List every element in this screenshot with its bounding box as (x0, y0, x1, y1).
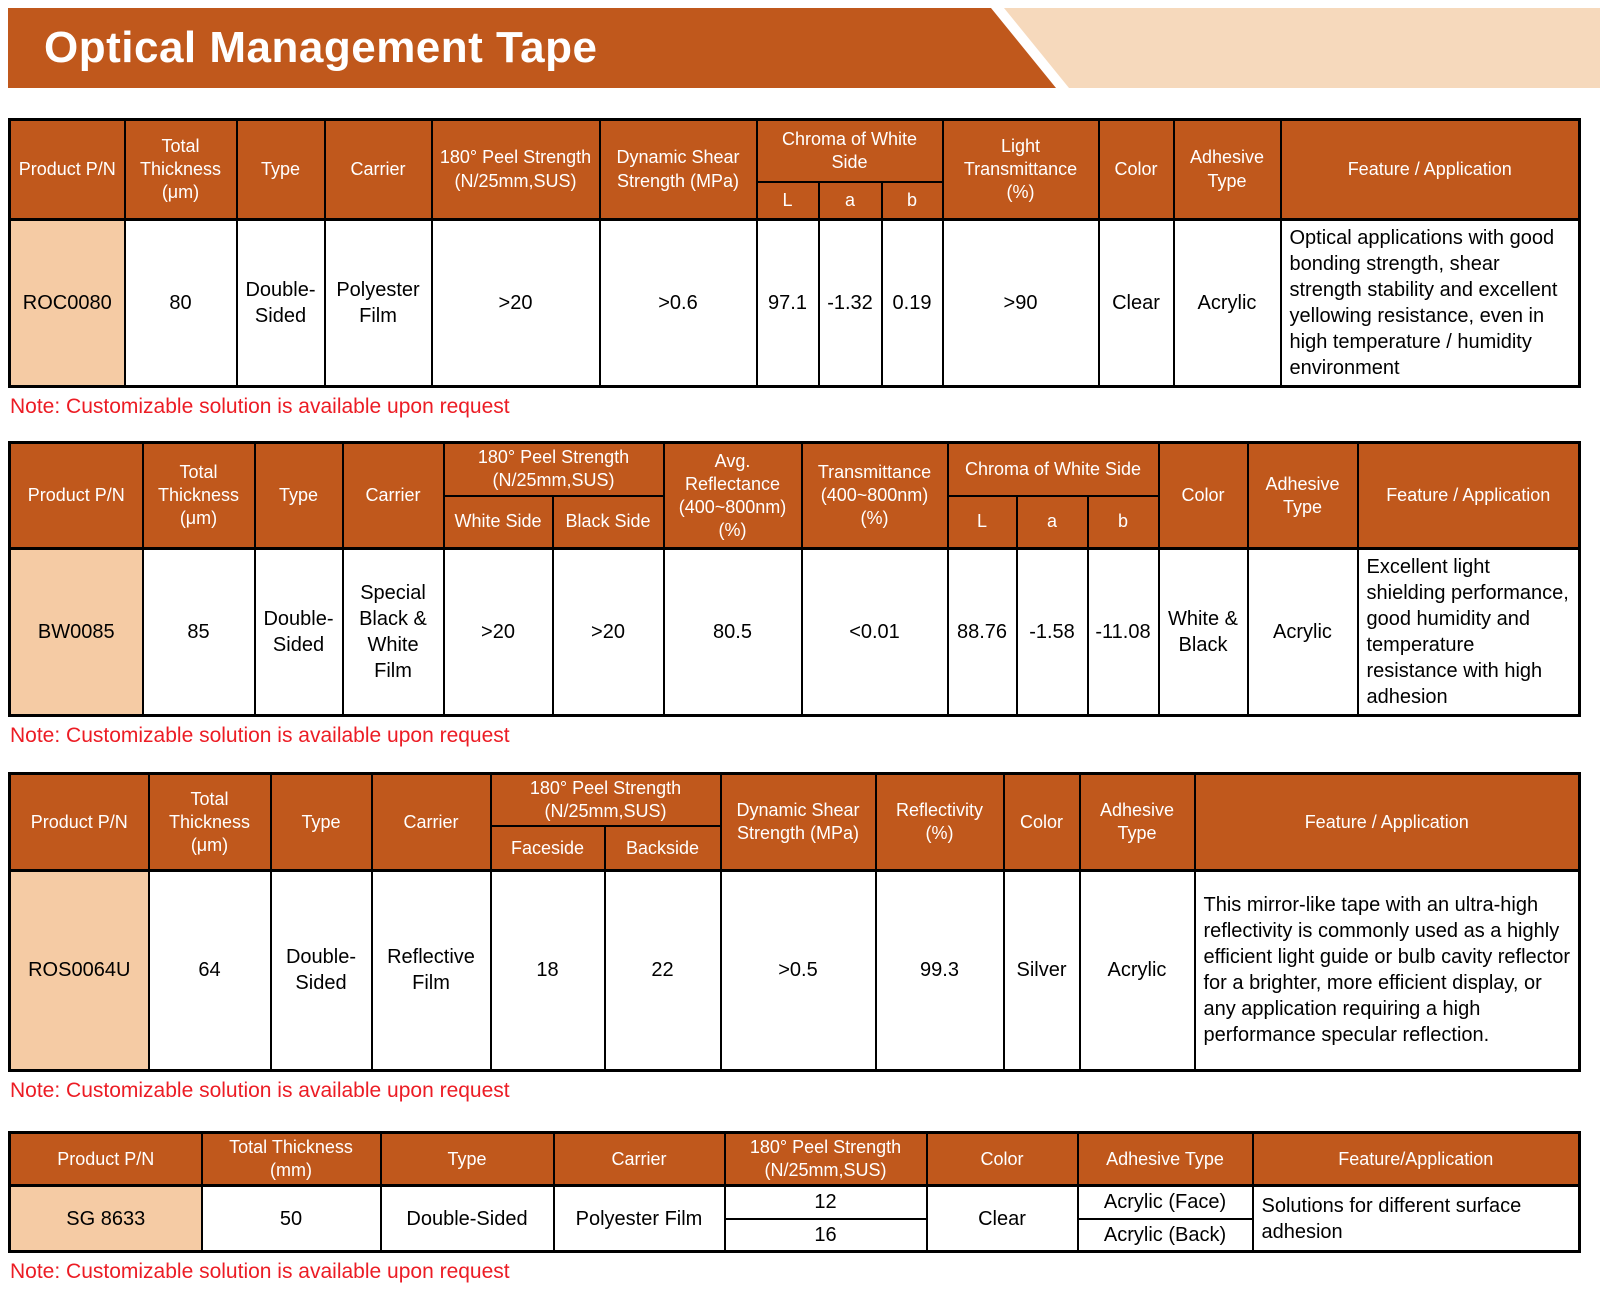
note-table-3: Note: Customizable solution is available upon request (10, 1078, 510, 1102)
cell-feature: This mirror-like tape with an ultra-high reflectivity is commonly used as a highly efficient light guide or bulb cavity reflector for a brighter, more efficient display, or any application requiring a high performance specular reflection. (1195, 870, 1580, 1070)
cell-type: Double-Sided (271, 870, 372, 1070)
cell-peel: >20 (432, 220, 600, 387)
cell-color: Silver (1004, 870, 1080, 1070)
header-peel-strength: 180° Peel Strength (N/25mm,SUS) (725, 1133, 927, 1186)
header-chroma-group: Chroma of White Side (948, 443, 1159, 496)
cell-peel-back: 16 (725, 1219, 927, 1252)
header-transmittance: Transmittance (400~800nm) (%) (802, 443, 948, 549)
header-peel-black-side: Black Side (553, 496, 664, 549)
cell-feature: Solutions for different surface adhesion (1253, 1186, 1580, 1252)
header-reflectivity: Reflectivity (%) (876, 774, 1004, 871)
cell-color: Clear (927, 1186, 1078, 1252)
cell-peel-face: 12 (725, 1186, 927, 1219)
cell-peel-white: >20 (444, 549, 553, 716)
table-row (10, 870, 1580, 1070)
table-sg8633 (8, 1131, 1581, 1253)
header-carrier: Carrier (554, 1133, 725, 1186)
cell-carrier: Polyester Film (325, 220, 432, 387)
header-product-pn: Product P/N (10, 774, 149, 871)
header-total-thickness: Total Thickness (μm) (125, 120, 237, 220)
header-product-pn: Product P/N (10, 443, 143, 549)
cell-feature: Optical applications with good bonding strength, shear strength stability and excellent yellowing resistance, even in high temperature / humidity environment (1281, 220, 1580, 387)
cell-carrier: Reflective Film (372, 870, 491, 1070)
header-peel-white-side: White Side (444, 496, 553, 549)
page-banner (8, 8, 1600, 88)
header-adhesive-type: Adhesive Type (1174, 120, 1281, 220)
cell-chroma-b: -11.08 (1088, 549, 1159, 716)
table-row (10, 549, 1580, 716)
cell-adhesive: Acrylic (1174, 220, 1281, 387)
cell-product-pn: SG 8633 (10, 1186, 202, 1252)
header-adhesive-type: Adhesive Type (1248, 443, 1358, 549)
cell-type: Double-Sided (381, 1186, 554, 1252)
table-bw0085 (8, 441, 1581, 717)
header-light-transmittance: Light Transmittance (%) (943, 120, 1099, 220)
cell-color: White & Black (1159, 549, 1248, 716)
header-type: Type (237, 120, 325, 220)
cell-color: Clear (1099, 220, 1174, 387)
cell-reflectivity: 99.3 (876, 870, 1004, 1070)
cell-product-pn: BW0085 (10, 549, 143, 716)
note-table-4: Note: Customizable solution is available upon request (10, 1260, 510, 1284)
cell-type: Double-Sided (255, 549, 343, 716)
cell-peel-backside: 22 (605, 870, 721, 1070)
header-feature: Feature/Application (1253, 1133, 1580, 1186)
header-peel-strength: 180° Peel Strength (N/25mm,SUS) (432, 120, 600, 220)
header-peel-group: 180° Peel Strength (N/25mm,SUS) (491, 774, 721, 827)
header-avg-reflectance: Avg. Reflectance (400~800nm) (%) (664, 443, 802, 549)
header-color: Color (1004, 774, 1080, 871)
header-chroma-l: L (757, 182, 819, 220)
header-type: Type (255, 443, 343, 549)
cell-adhesive-back: Acrylic (Back) (1078, 1219, 1253, 1252)
header-carrier: Carrier (372, 774, 491, 871)
cell-chroma-l: 88.76 (948, 549, 1017, 716)
header-dynamic-shear: Dynamic Shear Strength (MPa) (721, 774, 876, 871)
cell-carrier: Special Black & White Film (343, 549, 444, 716)
cell-chroma-l: 97.1 (757, 220, 819, 387)
cell-chroma-a: -1.58 (1017, 549, 1088, 716)
header-color: Color (927, 1133, 1078, 1186)
cell-feature: Excellent light shielding performance, good humidity and temperature resistance with high adhesion (1358, 549, 1580, 716)
header-dynamic-shear: Dynamic Shear Strength (MPa) (600, 120, 757, 220)
cell-carrier: Polyester Film (554, 1186, 725, 1252)
header-product-pn: Product P/N (10, 120, 125, 220)
header-chroma-a: a (819, 182, 882, 220)
header-type: Type (271, 774, 372, 871)
header-type: Type (381, 1133, 554, 1186)
header-product-pn: Product P/N (10, 1133, 202, 1186)
cell-chroma-b: 0.19 (882, 220, 943, 387)
header-peel-faceside: Faceside (491, 826, 605, 870)
cell-chroma-a: -1.32 (819, 220, 882, 387)
cell-reflectance: 80.5 (664, 549, 802, 716)
cell-peel-faceside: 18 (491, 870, 605, 1070)
header-peel-group: 180° Peel Strength (N/25mm,SUS) (444, 443, 664, 496)
cell-thickness: 64 (149, 870, 271, 1070)
cell-adhesive-face: Acrylic (Face) (1078, 1186, 1253, 1219)
cell-type: Double-Sided (237, 220, 325, 387)
cell-shear: >0.5 (721, 870, 876, 1070)
cell-thickness: 80 (125, 220, 237, 387)
header-total-thickness: Total Thickness (μm) (149, 774, 271, 871)
header-color: Color (1159, 443, 1248, 549)
cell-adhesive: Acrylic (1080, 870, 1195, 1070)
cell-adhesive: Acrylic (1248, 549, 1358, 716)
table-ros0064u (8, 772, 1581, 1072)
cell-thickness: 85 (143, 549, 255, 716)
cell-light: >90 (943, 220, 1099, 387)
header-total-thickness: Total Thickness (mm) (202, 1133, 381, 1186)
header-feature: Feature / Application (1358, 443, 1580, 549)
table-row (10, 1186, 1580, 1219)
table-row (10, 220, 1580, 387)
page-title: Optical Management Tape (44, 23, 598, 72)
cell-transmittance: <0.01 (802, 549, 948, 716)
header-chroma-a: a (1017, 496, 1088, 549)
cell-product-pn: ROS0064U (10, 870, 149, 1070)
header-chroma-group: Chroma of White Side (757, 120, 943, 182)
header-chroma-b: b (1088, 496, 1159, 549)
cell-product-pn: ROC0080 (10, 220, 125, 387)
header-feature: Feature / Application (1281, 120, 1580, 220)
note-table-1: Note: Customizable solution is available upon request (10, 395, 510, 418)
header-carrier: Carrier (343, 443, 444, 549)
header-total-thickness: Total Thickness (μm) (143, 443, 255, 549)
header-adhesive-type: Adhesive Type (1080, 774, 1195, 871)
header-color: Color (1099, 120, 1174, 220)
table-roc0080 (8, 118, 1581, 388)
cell-thickness: 50 (202, 1186, 381, 1252)
header-chroma-b: b (882, 182, 943, 220)
header-adhesive-type: Adhesive Type (1078, 1133, 1253, 1186)
header-chroma-l: L (948, 496, 1017, 549)
header-carrier: Carrier (325, 120, 432, 220)
header-peel-backside: Backside (605, 826, 721, 870)
cell-shear: >0.6 (600, 220, 757, 387)
cell-peel-black: >20 (553, 549, 664, 716)
note-table-2: Note: Customizable solution is available upon request (10, 724, 510, 748)
header-feature: Feature / Application (1195, 774, 1580, 871)
